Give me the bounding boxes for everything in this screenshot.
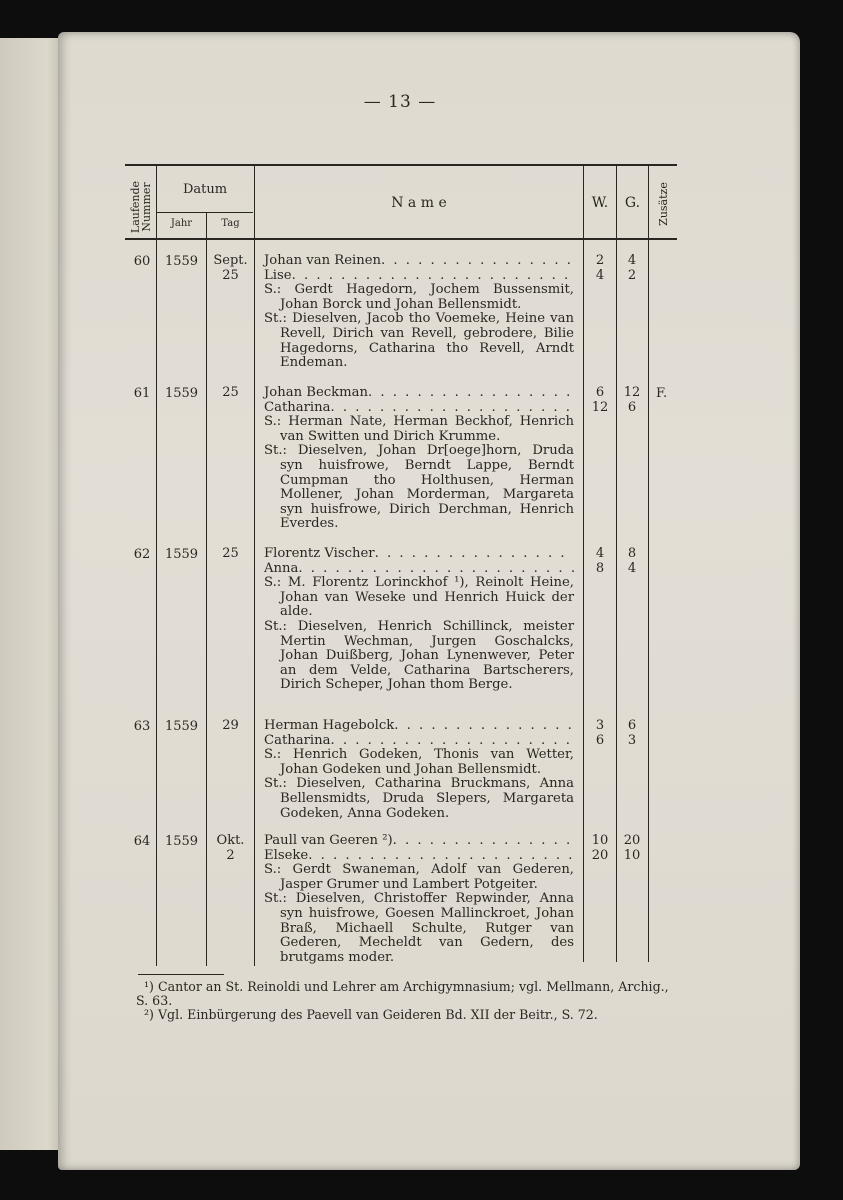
entry-day-part: 25 — [222, 546, 239, 561]
entry-day-part: 2 — [226, 847, 235, 863]
entry-day-part: 25 — [222, 385, 239, 400]
entry-names — [264, 834, 574, 965]
dot-leader — [308, 849, 574, 864]
person-name: Johan van Reinen — [264, 253, 382, 268]
entry-year: 1559 — [164, 386, 199, 401]
name-line — [264, 401, 574, 416]
col-divider-4 — [583, 166, 584, 962]
value-w: 10 — [591, 833, 609, 848]
dot-leader — [393, 834, 574, 849]
col-divider-5 — [616, 166, 617, 962]
sponsors-paragraph: S.: Gerdt Hagedorn, Jochem Bussensmit, Johan Borck und Johan Bellensmidt. — [264, 282, 574, 312]
entry-year: 1559 — [164, 719, 199, 734]
entry-names — [264, 254, 574, 371]
value-g: 3 — [627, 732, 637, 748]
witnesses-paragraph: St.: Dieselven, Catharina Bruckmans, Anna Bellensmidts, Druda Slepers, Margareta Godeken, Anna Godeken. — [264, 776, 574, 821]
entry-names — [264, 547, 574, 693]
entry-names — [264, 386, 574, 532]
entry-year: 1559 — [164, 254, 199, 269]
footnotes — [136, 980, 676, 1022]
name-line — [264, 719, 574, 734]
person-name: Catharina — [264, 399, 331, 415]
footnote-2: ²) Vgl. Einbürgerung des Paevell van Geideren Bd. XII der Beitr., S. 72. — [144, 1007, 598, 1022]
person-name: Florentz Vischer — [264, 546, 375, 561]
value-w: 12 — [591, 399, 609, 415]
sponsors-paragraph: S.: Herman Nate, Herman Beckhof, Henrich van Switten und Dirich Krumme. — [264, 414, 574, 444]
entry-year: 1559 — [164, 547, 199, 562]
witnesses-paragraph: St.: Dieselven, Johan Dr[oege]horn, Druda syn huisfrowe, Berndt Lappe, Berndt Cumpman tho Holthusen, Herman Mollener, Johan Morderman, Margareta syn huisfrowe, Dirich Derchman, Henrich Everdes. — [264, 443, 574, 532]
dot-leader — [368, 386, 574, 401]
dot-leader — [331, 734, 575, 749]
value-g: 6 — [627, 718, 637, 733]
value-g: 2 — [627, 267, 637, 283]
name-line — [264, 269, 574, 284]
value-g: 12 — [623, 385, 641, 400]
dot-leader — [375, 547, 574, 562]
dot-leader — [381, 254, 574, 269]
entry-day-part: Sept. — [213, 253, 248, 268]
value-g: 8 — [627, 546, 637, 561]
value-w: 4 — [595, 267, 605, 283]
value-g: 6 — [627, 399, 637, 415]
value-g: 4 — [627, 253, 637, 268]
value-w: 6 — [595, 732, 605, 748]
dot-leader — [298, 562, 574, 577]
entry-day-part: 29 — [222, 718, 239, 733]
footnote-rule — [138, 974, 224, 975]
page-number: — 13 — — [363, 92, 437, 112]
entry-day — [207, 386, 254, 401]
value-w: 3 — [595, 718, 605, 733]
entry-year: 1559 — [164, 834, 199, 849]
person-name: Catharina — [264, 732, 331, 748]
header-zusaetze: Zusätze — [657, 182, 670, 226]
entry-number: 61 — [133, 386, 151, 401]
header-name: N a m e — [391, 195, 447, 211]
value-w: 20 — [591, 847, 609, 863]
witnesses-paragraph: St.: Dieselven, Christoffer Repwinder, Anna syn huisfrowe, Goesen Mallinckroet, Johan Braß, Michaell Schulte, Rutger van Gederen, Mecheldt van Gedern, des brutgams moder. — [264, 891, 574, 965]
person-name: Anna — [264, 560, 299, 576]
entry-names — [264, 719, 574, 821]
entry-number: 62 — [133, 547, 151, 562]
entry-day — [207, 834, 254, 863]
name-line — [264, 547, 574, 562]
name-line — [264, 386, 574, 401]
value-g: 20 — [623, 833, 641, 848]
witnesses-paragraph: St.: Dieselven, Jacob tho Voemeke, Heine van Revell, Dirich van Revell, gebrodere, Bilie Hagedorns, Catharina tho Revell, Arndt Endeman. — [264, 311, 574, 371]
header-laufende-nummer: Laufende Nummer — [129, 180, 153, 234]
name-line — [264, 562, 574, 577]
value-w: 8 — [595, 560, 605, 576]
value-g: 10 — [623, 847, 641, 863]
value-w: 4 — [595, 546, 605, 561]
dot-leader — [292, 269, 574, 284]
name-line — [264, 254, 574, 269]
col-divider-6 — [648, 166, 649, 962]
witnesses-paragraph: St.: Dieselven, Henrich Schillinck, meister Mertin Wechman, Jurgen Goschalcks, Johan Duißberg, Johan Lynenwever, Peter an dem Velde, Catharina Bartscherers, Dirich Scheper, Johan thom Berge. — [264, 618, 574, 693]
person-name: Paull van Geeren ²) — [264, 833, 393, 848]
person-name: Herman Hagebolck — [264, 718, 395, 733]
sponsors-paragraph: S.: M. Florentz Lorinckhof ¹), Reinolt Heine, Johan van Weseke und Henrich Huick der alde. — [264, 575, 574, 620]
col-divider-3 — [254, 166, 255, 966]
person-name: Lise — [264, 267, 292, 283]
entry-number: 60 — [133, 254, 151, 269]
datum-subrule — [157, 212, 253, 213]
value-g: 4 — [627, 560, 637, 576]
table-top-rule — [125, 164, 677, 166]
header-jahr: Jahr — [170, 218, 193, 229]
dot-leader — [331, 401, 575, 416]
person-name: Elseke — [264, 847, 309, 863]
entry-zusatz: F. — [656, 386, 668, 401]
sponsors-paragraph: S.: Gerdt Swaneman, Adolf van Gederen, Jasper Grumer und Lambert Potgeiter. — [264, 862, 574, 892]
entry-day — [207, 719, 254, 734]
header-tag: Tag — [221, 218, 240, 229]
entry-number: 64 — [133, 834, 151, 849]
header-g: G. — [624, 195, 641, 211]
header-w: W. — [591, 195, 609, 211]
value-w: 2 — [595, 253, 605, 268]
header-datum: Datum — [182, 182, 228, 197]
person-name: Johan Beckman — [264, 385, 368, 400]
entry-day-part: Okt. — [216, 833, 245, 848]
name-line — [264, 834, 574, 849]
dot-leader — [394, 719, 574, 734]
entry-number: 63 — [133, 719, 151, 734]
footnote-1: ¹) Cantor an St. Reinoldi und Lehrer am Archigymnasium; vgl. Mellmann, Archig., S. 63. — [136, 979, 669, 1008]
value-w: 6 — [595, 385, 605, 400]
sponsors-paragraph: S.: Henrich Godeken, Thonis van Wetter, Johan Godeken und Johan Bellensmidt. — [264, 747, 574, 777]
entry-day-part: 25 — [222, 267, 239, 283]
name-line — [264, 734, 574, 749]
name-line — [264, 849, 574, 864]
entry-day — [207, 254, 254, 283]
entry-day — [207, 547, 254, 562]
header-bottom-rule — [125, 238, 677, 240]
